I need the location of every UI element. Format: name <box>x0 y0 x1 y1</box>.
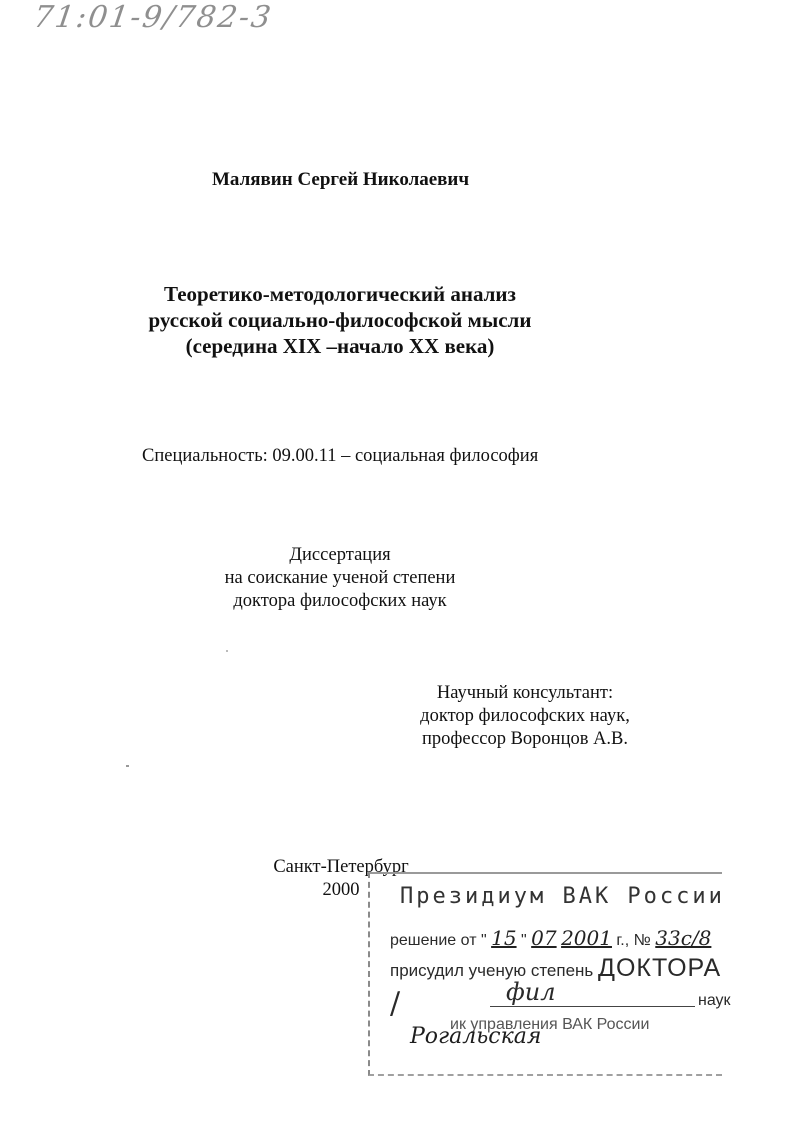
stamp-office-line: ик управления ВАК России <box>450 1016 650 1033</box>
field-rule <box>490 1006 695 1007</box>
consultant-line: профессор Воронцов А.В. <box>421 729 629 749</box>
stamp-awarded-line <box>390 954 721 983</box>
field-slash: / <box>390 986 401 1021</box>
dissertation-title <box>100 281 580 359</box>
decision-year: 2001 <box>561 926 612 950</box>
awarded-prefix: присудил ученую степень <box>390 961 594 980</box>
specialty-line: Специальность: 09.00.11 – социальная философия <box>142 446 539 466</box>
vak-stamp <box>368 872 731 1076</box>
title-line: русской социально-философской мысли <box>148 308 532 332</box>
stamp-field-line <box>390 978 731 1021</box>
author-name: Малявин Сергей Николаевич <box>212 169 470 190</box>
stamp-signature: Рогальская <box>410 1024 542 1049</box>
decision-month: 07 <box>531 926 557 950</box>
decision-suffix: г., № <box>616 932 651 949</box>
title-line: (середина XIX –начало XX века) <box>185 334 495 358</box>
consultant-line: доктор философских наук, <box>420 706 630 726</box>
decision-number: 33с/8 <box>655 926 712 950</box>
stamp-header: Президиум ВАК России <box>400 884 725 909</box>
field-suffix: наук <box>698 992 731 1009</box>
handwritten-catalog-number: 71:01-9/782-3 <box>31 0 275 35</box>
degree-line: на соискание ученой степени <box>224 568 456 588</box>
decision-day: 15 <box>491 926 517 950</box>
city: Санкт-Петербург <box>273 857 409 877</box>
field-handwritten: фил <box>506 978 556 1006</box>
year: 2000 <box>322 880 360 900</box>
consultant-line: Научный консультант: <box>436 683 614 703</box>
degree-line: Диссертация <box>289 545 391 565</box>
decision-prefix: решение от " <box>390 932 487 949</box>
title-line: Теоретико-методологический анализ <box>164 282 516 306</box>
awarded-degree: ДОКТОРА <box>598 954 722 982</box>
stamp-decision-line <box>390 926 711 950</box>
scientific-consultant-block <box>380 682 670 751</box>
scan-speck <box>126 765 129 767</box>
scan-speck <box>226 650 228 652</box>
degree-line: доктора философских наук <box>233 591 447 611</box>
decision-separator: " <box>521 932 527 949</box>
dissertation-degree-block <box>200 544 480 613</box>
